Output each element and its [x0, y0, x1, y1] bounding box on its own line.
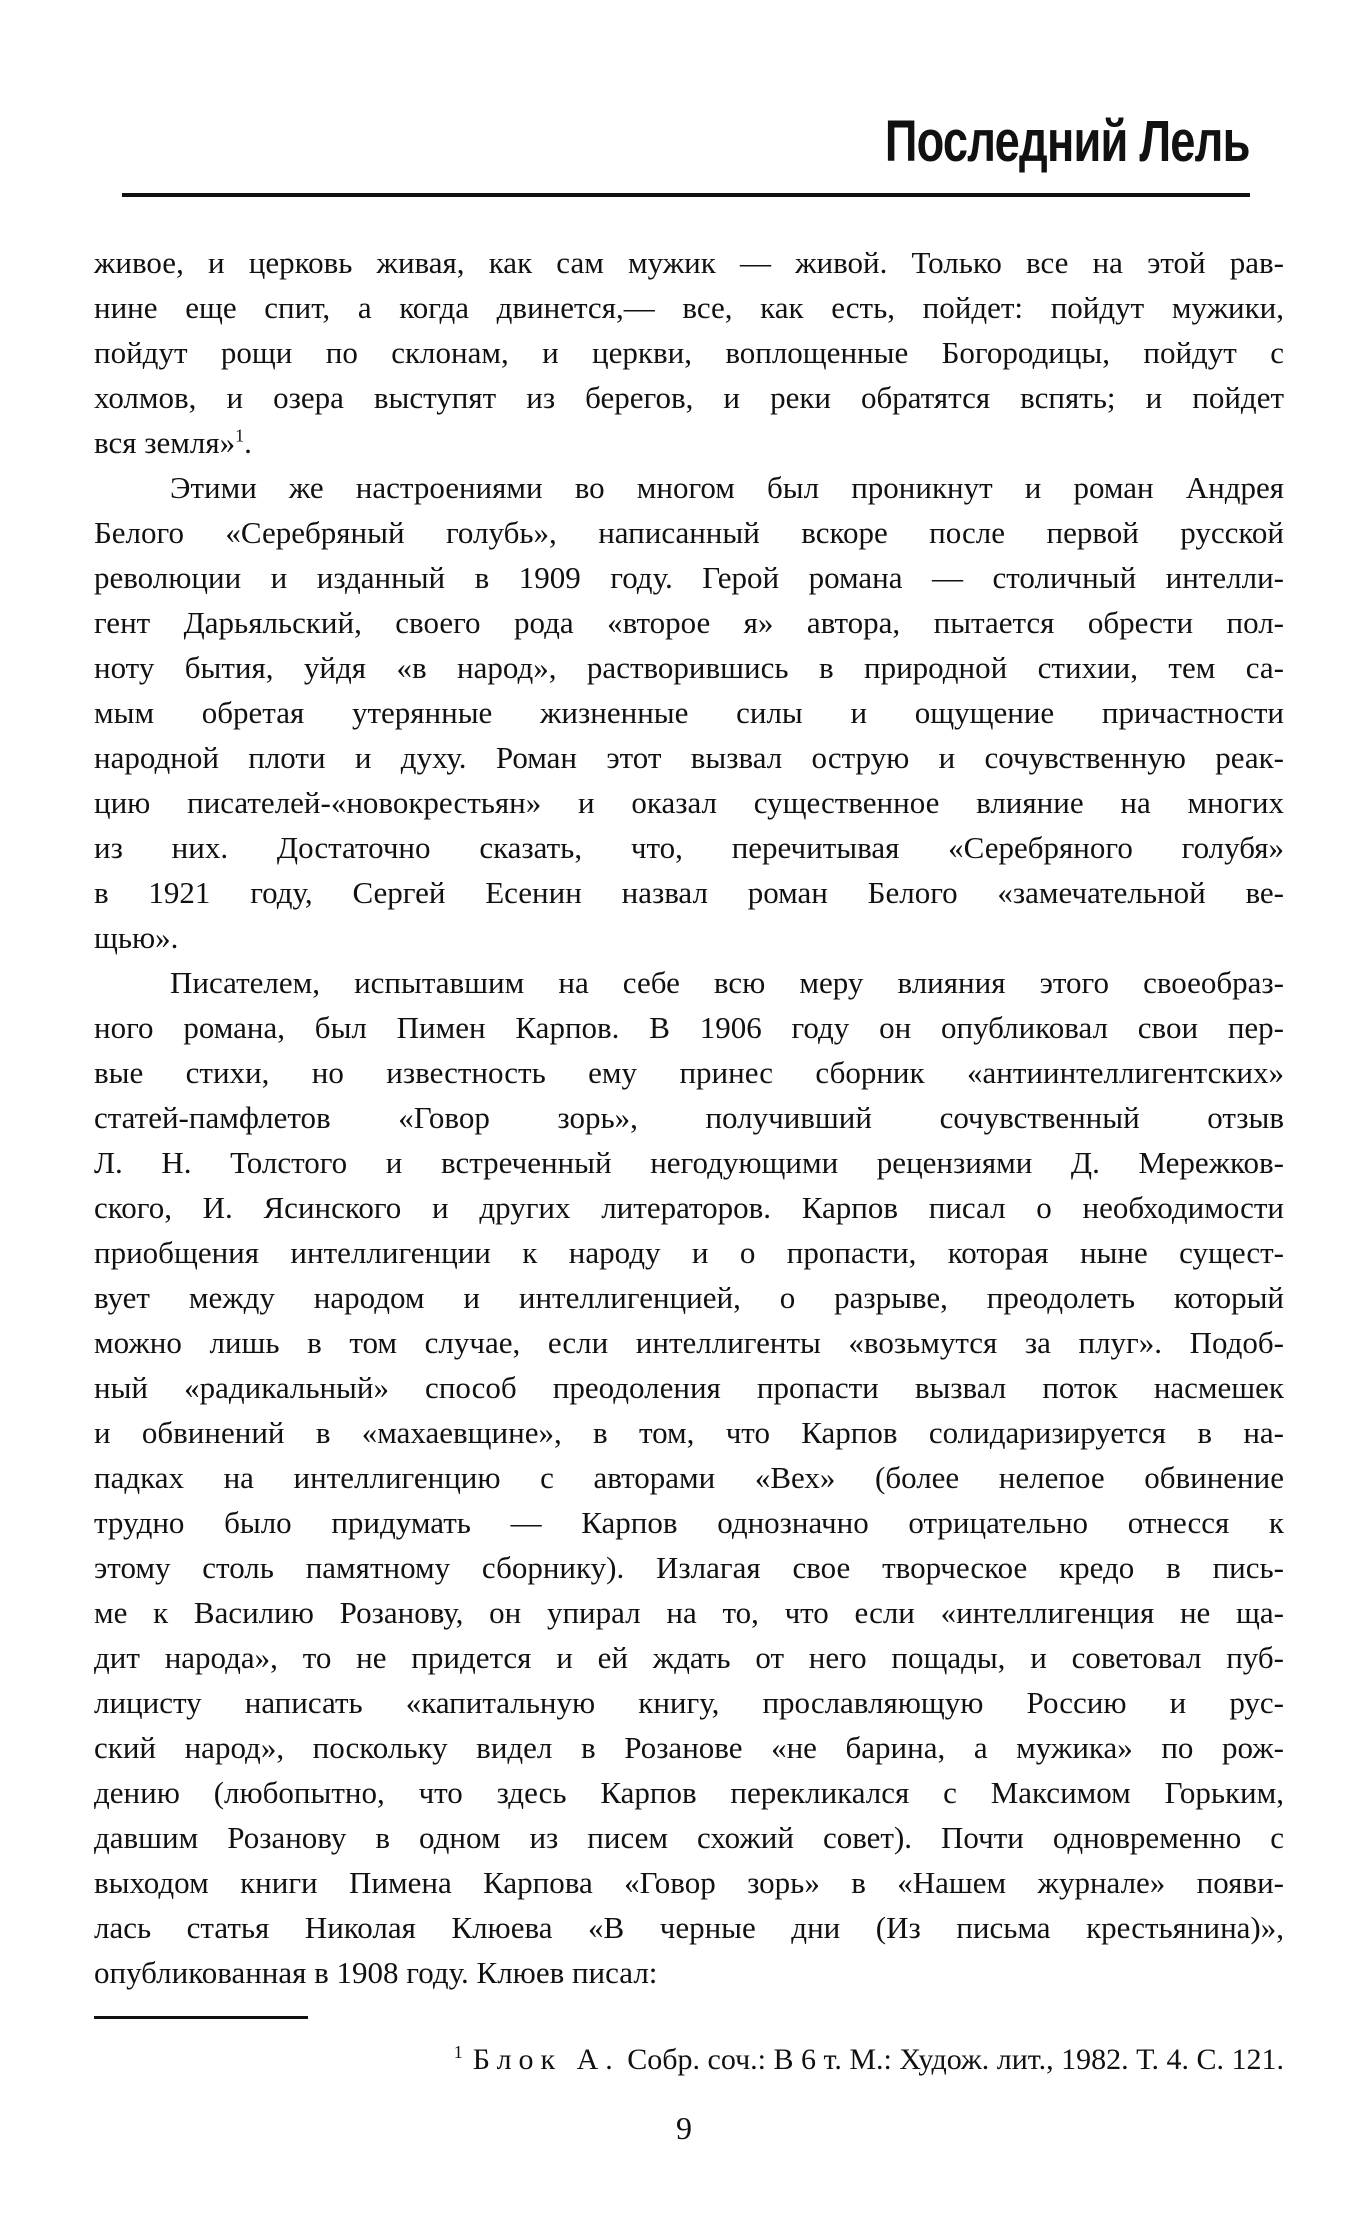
text-line: дению (любопытно, что здесь Карпов перекликался с Максимом Горьким, — [94, 1775, 1284, 1810]
text-line: дит народа», то не придется и ей ждать от него пощады, и советовал пуб- — [94, 1640, 1284, 1675]
text-line: ский народ», поскольку видел в Розанове «не барина, а мужика» по рож- — [94, 1730, 1284, 1765]
line-text: вся земля» — [94, 425, 236, 460]
text-line: ноту бытия, уйдя «в народ», растворившись в природной стихии, тем са- — [94, 650, 1284, 685]
text-line: статей-памфлетов «Говор зорь», получивший сочувственный отзыв — [94, 1100, 1284, 1135]
text-line: народной плоти и духу. Роман этот вызвал острую и сочувственную реак- — [94, 740, 1284, 775]
text-line: в 1921 году, Сергей Есенин назвал роман Белого «замечательной ве- — [94, 875, 1284, 910]
footnote-text: Собр. соч.: В 6 т. М.: Худож. лит., 1982. Т. 4. С. 121. — [627, 2043, 1284, 2076]
text-line: живое, и церковь живая, как сам мужик — живой. Только все на этой рав- — [94, 245, 1284, 280]
text-line: падках на интеллигенцию с авторами «Вех» (более нелепое обвинение — [94, 1460, 1284, 1495]
text-line: можно лишь в том случае, если интеллигенты «возьмутся за плуг». Подоб- — [94, 1325, 1284, 1360]
text-line: нине еще спит, а когда двинется,— все, как есть, пойдет: пойдут мужики, — [94, 290, 1284, 325]
text-line: трудно было придумать — Карпов однозначно отрицательно отнесся к — [94, 1505, 1284, 1540]
text-line: давшим Розанову в одном из писем схожий совет). Почти одновременно с — [94, 1820, 1284, 1855]
page-number: 9 — [676, 2110, 692, 2146]
text-line: цию писателей-«новокрестьян» и оказал существенное влияние на многих — [94, 785, 1284, 820]
text-line — [94, 420, 1284, 465]
header-rule — [122, 193, 1250, 197]
text-line: Л. Н. Толстого и встреченный негодующими рецензиями Д. Мережков- — [94, 1145, 1284, 1180]
text-line: приобщения интеллигенции к народу и о пропасти, которая ныне сущест- — [94, 1235, 1284, 1270]
text-line: пойдут рощи по склонам, и церкви, воплощенные Богородицы, пойдут с — [94, 335, 1284, 370]
footnote — [94, 2036, 1284, 2084]
text-line: лицисту написать «капитальную книгу, прославляющую Россию и рус- — [94, 1685, 1284, 1720]
text-line: щью». — [94, 920, 179, 955]
text-line: Писателем, испытавшим на себе всю меру влияния этого своеобраз- — [170, 965, 1284, 1000]
text-line: и обвинений в «махаевщине», в том, что Карпов солидаризируется в на- — [94, 1415, 1284, 1450]
text-line: вые стихи, но известность ему принес сборник «антиинтеллигентских» — [94, 1055, 1284, 1090]
text-line: Этими же настроениями во многом был проникнут и роман Андрея — [170, 470, 1284, 505]
text-line: ме к Василию Розанову, он упирал на то, что если «интеллигенция не ща- — [94, 1595, 1284, 1630]
text-line: ный «радикальный» способ преодоления пропасти вызвал поток насмешек — [94, 1370, 1284, 1405]
text-line: холмов, и озера выступят из берегов, и реки обратятся вспять; и пойдет — [94, 380, 1284, 415]
line-end-punctuation: . — [244, 425, 252, 460]
text-line: из них. Достаточно сказать, что, перечитывая «Серебряного голубя» — [94, 830, 1284, 865]
text-line: мым обретая утерянные жизненные силы и ощущение причастности — [94, 695, 1284, 730]
text-line: опубликованная в 1908 году. Клюев писал: — [94, 1955, 658, 1990]
running-head: Последний Лель — [885, 109, 1250, 174]
text-line: гент Дарьяльский, своего рода «второе я» автора, пытается обрести пол- — [94, 605, 1284, 640]
text-line: выходом книги Пимена Карпова «Говор зорь» в «Нашем журнале» появи- — [94, 1865, 1284, 1900]
text-line: ского, И. Ясинского и других литераторов. Карпов писал о необходимости — [94, 1190, 1284, 1225]
footnote-mark: 1 — [453, 2042, 463, 2062]
footnote-reference: 1 — [235, 425, 245, 446]
text-line: этому столь памятному сборнику). Излагая свое творческое кредо в пись- — [94, 1550, 1284, 1585]
text-line: лась статья Николая Клюева «В черные дни (Из письма крестьянина)», — [94, 1910, 1284, 1945]
text-line: революции и изданный в 1909 году. Герой романа — столичный интелли- — [94, 560, 1284, 595]
body-text — [94, 240, 1284, 1995]
footnote-author: Блок А. — [472, 2043, 620, 2076]
text-line: Белого «Серебряный голубь», написанный вскоре после первой русской — [94, 515, 1284, 550]
text-line: ного романа, был Пимен Карпов. В 1906 году он опубликовал свои пер- — [94, 1010, 1284, 1045]
text-line: вует между народом и интеллигенцией, о разрыве, преодолеть который — [94, 1280, 1284, 1315]
footnote-rule — [94, 2016, 308, 2019]
